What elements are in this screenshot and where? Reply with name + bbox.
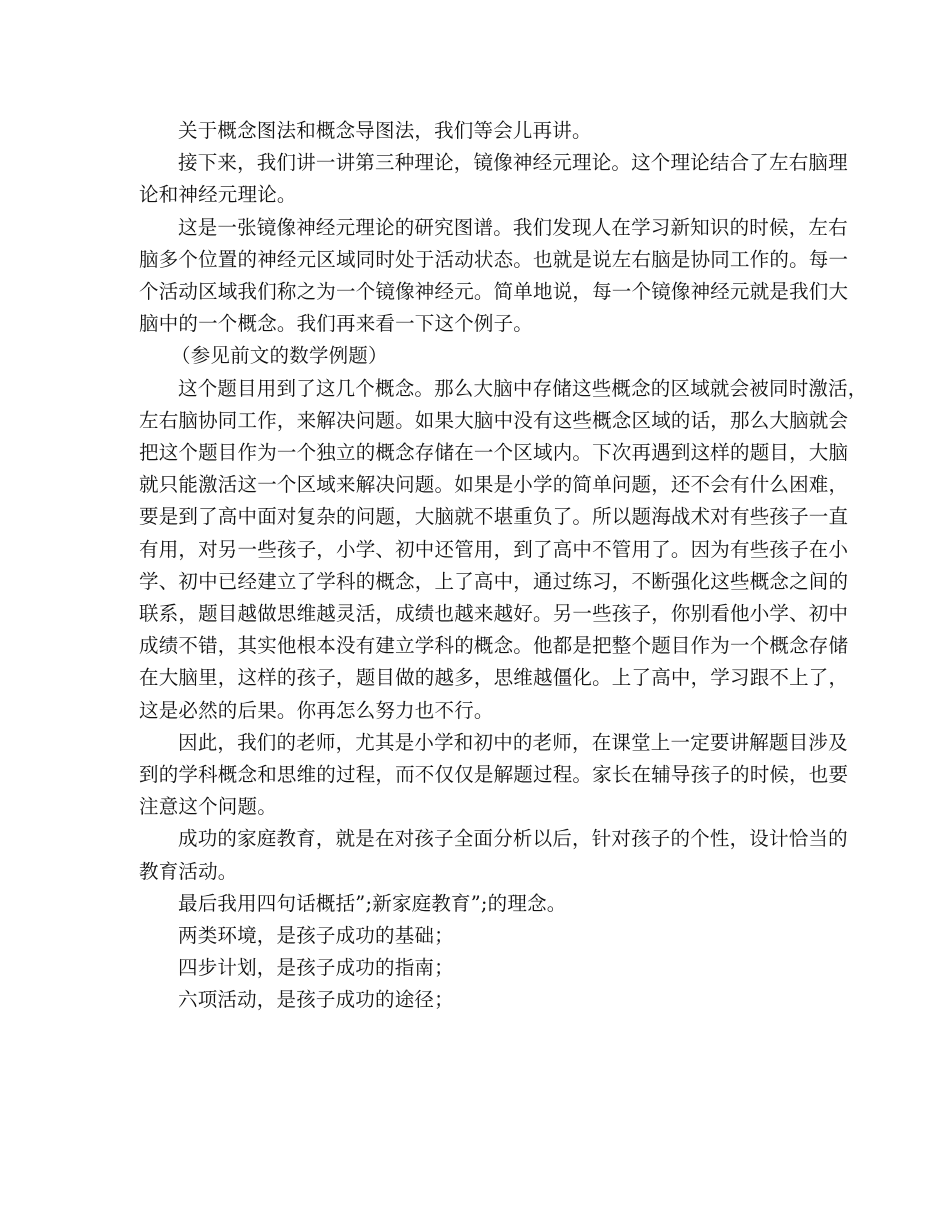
text-line: 到的学科概念和思维的过程，而不仅仅是解题过程。家长在辅导孩子的时候，也要 xyxy=(139,763,849,787)
text-line: 最后我用四句话概括”;新家庭教育”;的理念。 xyxy=(178,891,567,915)
paragraph xyxy=(139,147,848,211)
paragraph xyxy=(139,727,849,824)
text-line: 六项活动，是孩子成功的途径； xyxy=(178,988,454,1012)
text-line: 左右脑协同工作，来解决问题。如果大脑中没有这些概念区域的话，那么大脑就会 xyxy=(139,408,849,432)
text-line: 联系，题目越做思维越灵活，成绩也越来越好。另一些孩子，你别看他小学、初中 xyxy=(139,602,849,626)
text-line: 有用，对另一些孩子，小学、初中还管用，到了高中不管用了。因为有些孩子在小 xyxy=(139,537,849,561)
text-line: 把这个题目作为一个独立的概念存储在一个区域内。下次再遇到这样的题目，大脑 xyxy=(139,441,849,465)
text-line: 接下来，我们讲一讲第三种理论，镜像神经元理论。这个理论结合了左右脑理 xyxy=(178,151,848,175)
paragraph xyxy=(139,212,849,341)
text-line: 就只能激活这一个区域来解决问题。如果是小学的简单问题，还不会有什么困难， xyxy=(139,473,849,497)
text-line: （参见前文的数学例题） xyxy=(171,344,388,368)
text-line: 因此，我们的老师，尤其是小学和初中的老师，在课堂上一定要讲解题目涉及 xyxy=(178,730,848,754)
text-line: 这是一张镜像神经元理论的研究图谱。我们发现人在学习新知识的时候，左右 xyxy=(178,215,848,239)
text-line: 在大脑里，这样的孩子，题目做的越多，思维越僵化。上了高中，学习跟不上了， xyxy=(139,666,849,690)
document-body xyxy=(139,115,868,1017)
text-line: 关于概念图法和概念导图法，我们等会儿再讲。 xyxy=(178,119,592,142)
paragraph xyxy=(139,115,819,147)
text-line: 脑中的一个概念。我们再来看一下这个例子。 xyxy=(139,312,534,336)
text-line: 这个题目用到了这几个概念。那么大脑中存储这些概念的区域就会被同时激活， xyxy=(178,376,868,400)
paragraph xyxy=(139,888,819,920)
paragraph xyxy=(139,373,868,727)
paragraph xyxy=(139,984,819,1016)
paragraph xyxy=(139,920,819,952)
text-line: 这是必然的后果。你再怎么努力也不行。 xyxy=(139,698,494,722)
text-line: 两类环境，是孩子成功的基础； xyxy=(178,924,454,948)
paragraph xyxy=(139,952,819,984)
text-line: 脑多个位置的神经元区域同时处于活动状态。也就是说左右脑是协同工作的。每一 xyxy=(139,247,849,271)
text-line: 成绩不错，其实他根本没有建立学科的概念。他都是把整个题目作为一个概念存储 xyxy=(139,634,849,658)
text-line: 要是到了高中面对复杂的问题，大脑就不堪重负了。所以题海战术对有些孩子一直 xyxy=(139,505,849,529)
text-line: 注意这个问题。 xyxy=(139,795,277,819)
text-line: 四步计划，是孩子成功的指南； xyxy=(178,956,454,980)
text-line: 成功的家庭教育，就是在对孩子全面分析以后，针对孩子的个性，设计恰当的 xyxy=(178,827,848,851)
text-line: 学、初中已经建立了学科的概念，上了高中，通过练习，不断强化这些概念之间的 xyxy=(139,569,849,593)
text-line: 教育活动。 xyxy=(139,859,238,883)
paragraph xyxy=(139,823,848,887)
text-line: 论和神经元理论。 xyxy=(139,183,297,207)
paragraph xyxy=(139,340,819,372)
text-line: 个活动区域我们称之为一个镜像神经元。简单地说，每一个镜像神经元就是我们大 xyxy=(139,280,849,304)
